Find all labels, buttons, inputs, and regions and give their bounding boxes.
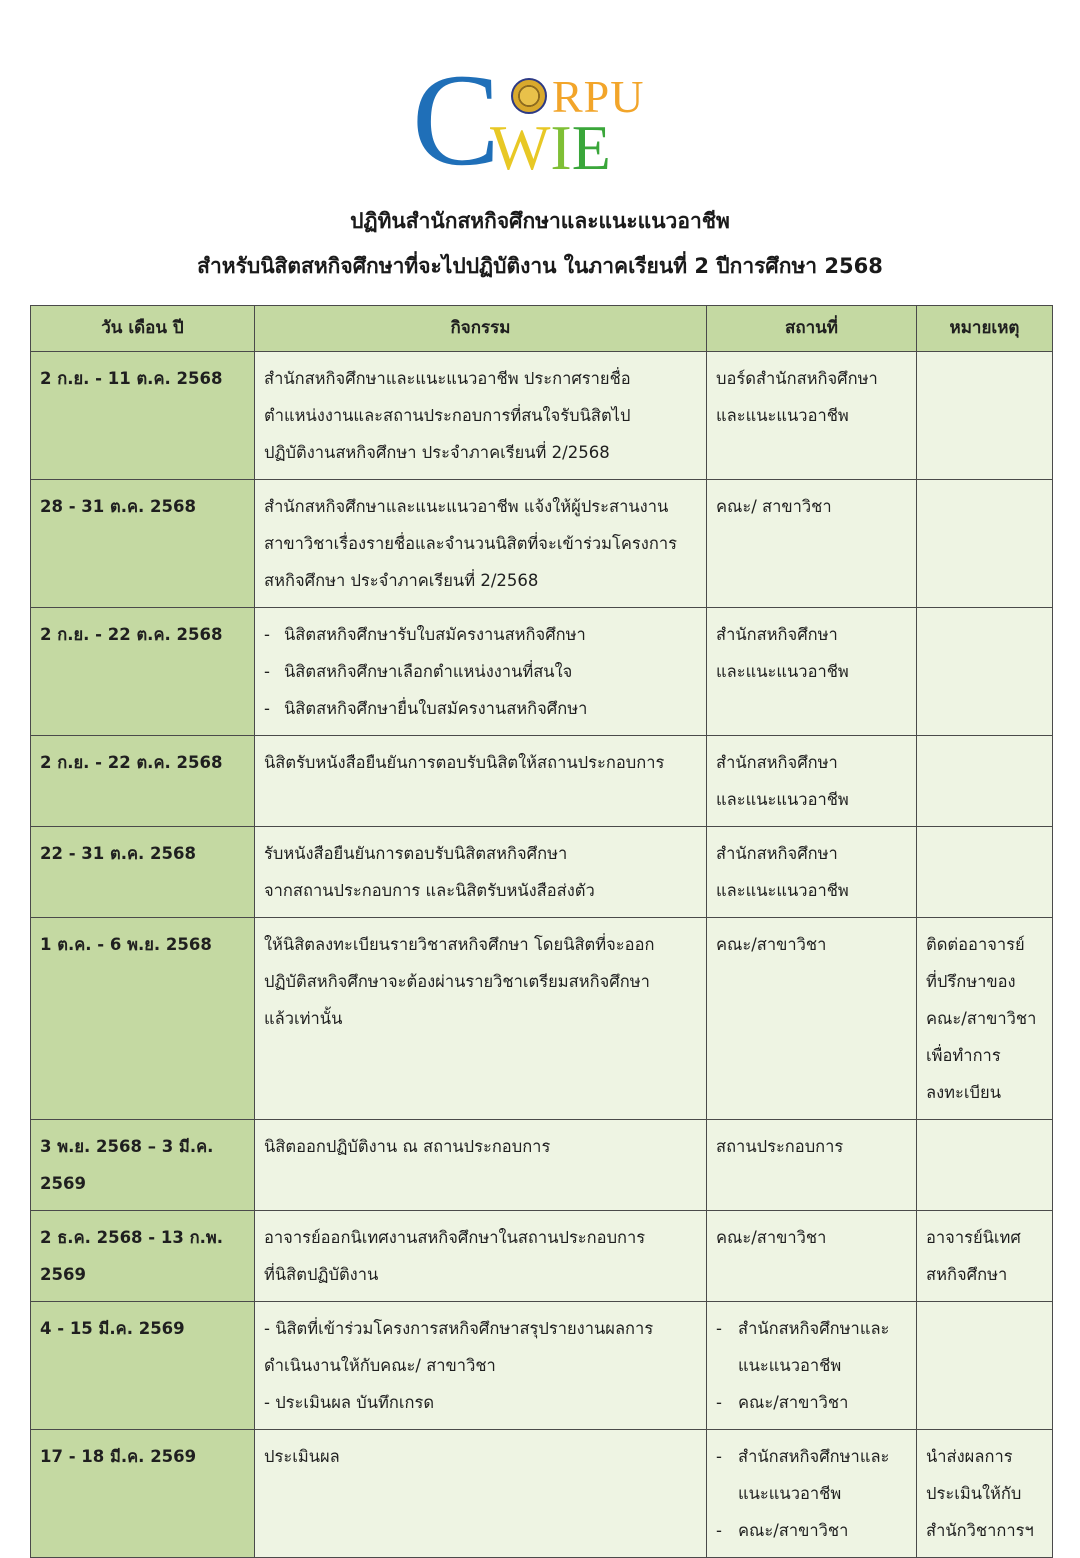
table-row (31, 736, 1053, 827)
cell-date: 3 พ.ย. 2568 – 3 มี.ค. 2569 (31, 1120, 255, 1211)
note-line: คณะ/สาขาวิชา (926, 1009, 1037, 1028)
cell-activity (255, 608, 707, 736)
cell-note (917, 480, 1053, 608)
activity-line: ปฏิบัติงานสหกิจศึกษา ประจำภาคเรียนที่ 2/2568 (264, 443, 610, 462)
page-subtitle: สำหรับนิสิตสหกิจศึกษาที่จะไปปฏิบัติงาน ในภาคเรียนที่ 2 ปีการศึกษา 2568 (197, 254, 883, 278)
cell-note (917, 1211, 1053, 1302)
cell-note (917, 352, 1053, 480)
table-row (31, 480, 1053, 608)
place-line: สำนักสหกิจศึกษา (716, 625, 838, 644)
activity-line: ที่นิสิตปฏิบัติงาน (264, 1265, 379, 1284)
note-line: ลงทะเบียน (926, 1083, 1001, 1102)
note-line: นำส่งผลการ (926, 1447, 1013, 1466)
note-line: เพื่อทำการ (926, 1046, 1001, 1065)
cell-place (707, 1302, 917, 1430)
cell-place (707, 1430, 917, 1558)
cell-note (917, 1302, 1053, 1430)
place-line: และแนะแนวอาชีพ (716, 662, 849, 681)
place-line: และแนะแนวอาชีพ (716, 881, 849, 900)
cell-activity (255, 1302, 707, 1430)
cell-date: 17 - 18 มี.ค. 2569 (31, 1430, 255, 1558)
cell-note (917, 608, 1053, 736)
cell-place (707, 827, 917, 918)
table-row (31, 1211, 1053, 1302)
note-line: ติดต่ออาจารย์ (926, 935, 1025, 954)
activity-bullet: - นิสิตสหกิจศึกษารับใบสมัครงานสหกิจศึกษา (264, 616, 697, 653)
note-line: สำนักวิชาการฯ (926, 1521, 1034, 1540)
place-bullet: - สำนักสหกิจศึกษาและแนะแนวอาชีพ (716, 1438, 907, 1512)
activity-line: ให้นิสิตลงทะเบียนรายวิชาสหกิจศึกษา โดยนิสิตที่จะออก (264, 935, 655, 954)
cell-activity (255, 1430, 707, 1558)
cell-note (917, 918, 1053, 1120)
table-row (31, 352, 1053, 480)
cell-note (917, 827, 1053, 918)
cell-date: 4 - 15 มี.ค. 2569 (31, 1302, 255, 1430)
note-line: ประเมินให้กับ (926, 1484, 1022, 1503)
activity-line: สำนักสหกิจศึกษาและแนะแนวอาชีพ แจ้งให้ผู้ประสานงาน (264, 497, 669, 516)
place-bullet: - สำนักสหกิจศึกษาและแนะแนวอาชีพ (716, 1310, 907, 1384)
activity-line: ประเมินผล (264, 1447, 340, 1466)
cell-activity (255, 827, 707, 918)
activity-line: - ประเมินผล บันทึกเกรด (264, 1393, 435, 1412)
activity-line: - นิสิตที่เข้าร่วมโครงการสหกิจศึกษาสรุปรายงานผลการ (264, 1319, 654, 1338)
cell-place (707, 1211, 917, 1302)
cell-place (707, 736, 917, 827)
activity-line: นิสิตรับหนังสือยืนยันการตอบรับนิสิตให้สถานประกอบการ (264, 753, 665, 772)
logo-letter-c: C (412, 46, 501, 193)
cell-place (707, 352, 917, 480)
calendar-table (30, 305, 1053, 1558)
table-body (31, 352, 1053, 1558)
activity-line: แล้วเท่านั้น (264, 1009, 343, 1028)
activity-line: สาขาวิชาเรื่องรายชื่อและจำนวนนิสิตที่จะเข้าร่วมโครงการ (264, 534, 677, 553)
cell-activity (255, 352, 707, 480)
header-date: วัน เดือน ปี (31, 306, 255, 352)
table-row (31, 1120, 1053, 1211)
cell-date: 2 ก.ย. - 11 ต.ค. 2568 (31, 352, 255, 480)
note-line: ที่ปรึกษาของ (926, 972, 1016, 991)
place-bullet: - คณะ/สาขาวิชา (716, 1512, 907, 1549)
page-title: ปฏิทินสำนักสหกิจศึกษาและแนะแนวอาชีพ (350, 209, 730, 233)
table-row (31, 918, 1053, 1120)
place-line: และแนะแนวอาชีพ (716, 406, 849, 425)
cell-activity (255, 1120, 707, 1211)
place-bullet: - คณะ/สาขาวิชา (716, 1384, 907, 1421)
activity-line: จากสถานประกอบการ และนิสิตรับหนังสือส่งตัว (264, 881, 595, 900)
place-line: สำนักสหกิจศึกษา (716, 753, 838, 772)
logo-text-wie: WIE (490, 112, 611, 183)
activity-bullet: - นิสิตสหกิจศึกษาเลือกตำแหน่งงานที่สนใจ (264, 653, 697, 690)
activity-line: อาจารย์ออกนิเทศงานสหกิจศึกษาในสถานประกอบการ (264, 1228, 646, 1247)
cell-note (917, 1120, 1053, 1211)
logo-text-rpu: RPU (552, 71, 645, 122)
table-header-row (31, 306, 1053, 352)
activity-bullet: - นิสิตสหกิจศึกษายื่นใบสมัครงานสหกิจศึกษา (264, 690, 697, 727)
cell-place (707, 480, 917, 608)
table-row (31, 1430, 1053, 1558)
place-line: สถานประกอบการ (716, 1137, 844, 1156)
activity-line: นิสิตออกปฏิบัติงาน ณ สถานประกอบการ (264, 1137, 551, 1156)
place-line: คณะ/สาขาวิชา (716, 935, 827, 954)
place-line: สำนักสหกิจศึกษา (716, 844, 838, 863)
cell-place (707, 918, 917, 1120)
cell-date: 2 ธ.ค. 2568 - 13 ก.พ. 2569 (31, 1211, 255, 1302)
cell-activity (255, 1211, 707, 1302)
cell-date: 2 ก.ย. - 22 ต.ค. 2568 (31, 736, 255, 827)
place-line: คณะ/สาขาวิชา (716, 1228, 827, 1247)
university-seal-icon (511, 78, 547, 114)
activity-line: ดำเนินงานให้กับคณะ/ สาขาวิชา (264, 1356, 496, 1375)
cell-place (707, 608, 917, 736)
table-row (31, 827, 1053, 918)
cell-date: 22 - 31 ต.ค. 2568 (31, 827, 255, 918)
cell-activity (255, 736, 707, 827)
activity-line: ตำแหน่งงานและสถานประกอบการที่สนใจรับนิสิตไป (264, 406, 631, 425)
cell-place (707, 1120, 917, 1211)
table-row (31, 1302, 1053, 1430)
cell-activity (255, 918, 707, 1120)
cell-date: 28 - 31 ต.ค. 2568 (31, 480, 255, 608)
place-line: บอร์ดสำนักสหกิจศึกษา (716, 369, 878, 388)
cell-note (917, 1430, 1053, 1558)
header-activity: กิจกรรม (255, 306, 707, 352)
header-place: สถานที่ (707, 306, 917, 352)
cell-note (917, 736, 1053, 827)
table-row (31, 608, 1053, 736)
place-line: คณะ/ สาขาวิชา (716, 497, 832, 516)
activity-line: รับหนังสือยืนยันการตอบรับนิสิตสหกิจศึกษา (264, 844, 568, 863)
activity-line: สำนักสหกิจศึกษาและแนะแนวอาชีพ ประกาศรายชื่อ (264, 369, 631, 388)
note-line: อาจารย์นิเทศ (926, 1228, 1021, 1247)
header-note: หมายเหตุ (917, 306, 1053, 352)
note-line: สหกิจศึกษา (926, 1265, 1008, 1284)
activity-line: สหกิจศึกษา ประจำภาคเรียนที่ 2/2568 (264, 571, 539, 590)
place-line: และแนะแนวอาชีพ (716, 790, 849, 809)
cell-activity (255, 480, 707, 608)
cell-date: 2 ก.ย. - 22 ต.ค. 2568 (31, 608, 255, 736)
corpu-cwie-logo (412, 46, 672, 193)
activity-line: ปฏิบัติสหกิจศึกษาจะต้องผ่านรายวิชาเตรียมสหกิจศึกษา (264, 972, 650, 991)
cell-date: 1 ต.ค. - 6 พ.ย. 2568 (31, 918, 255, 1120)
